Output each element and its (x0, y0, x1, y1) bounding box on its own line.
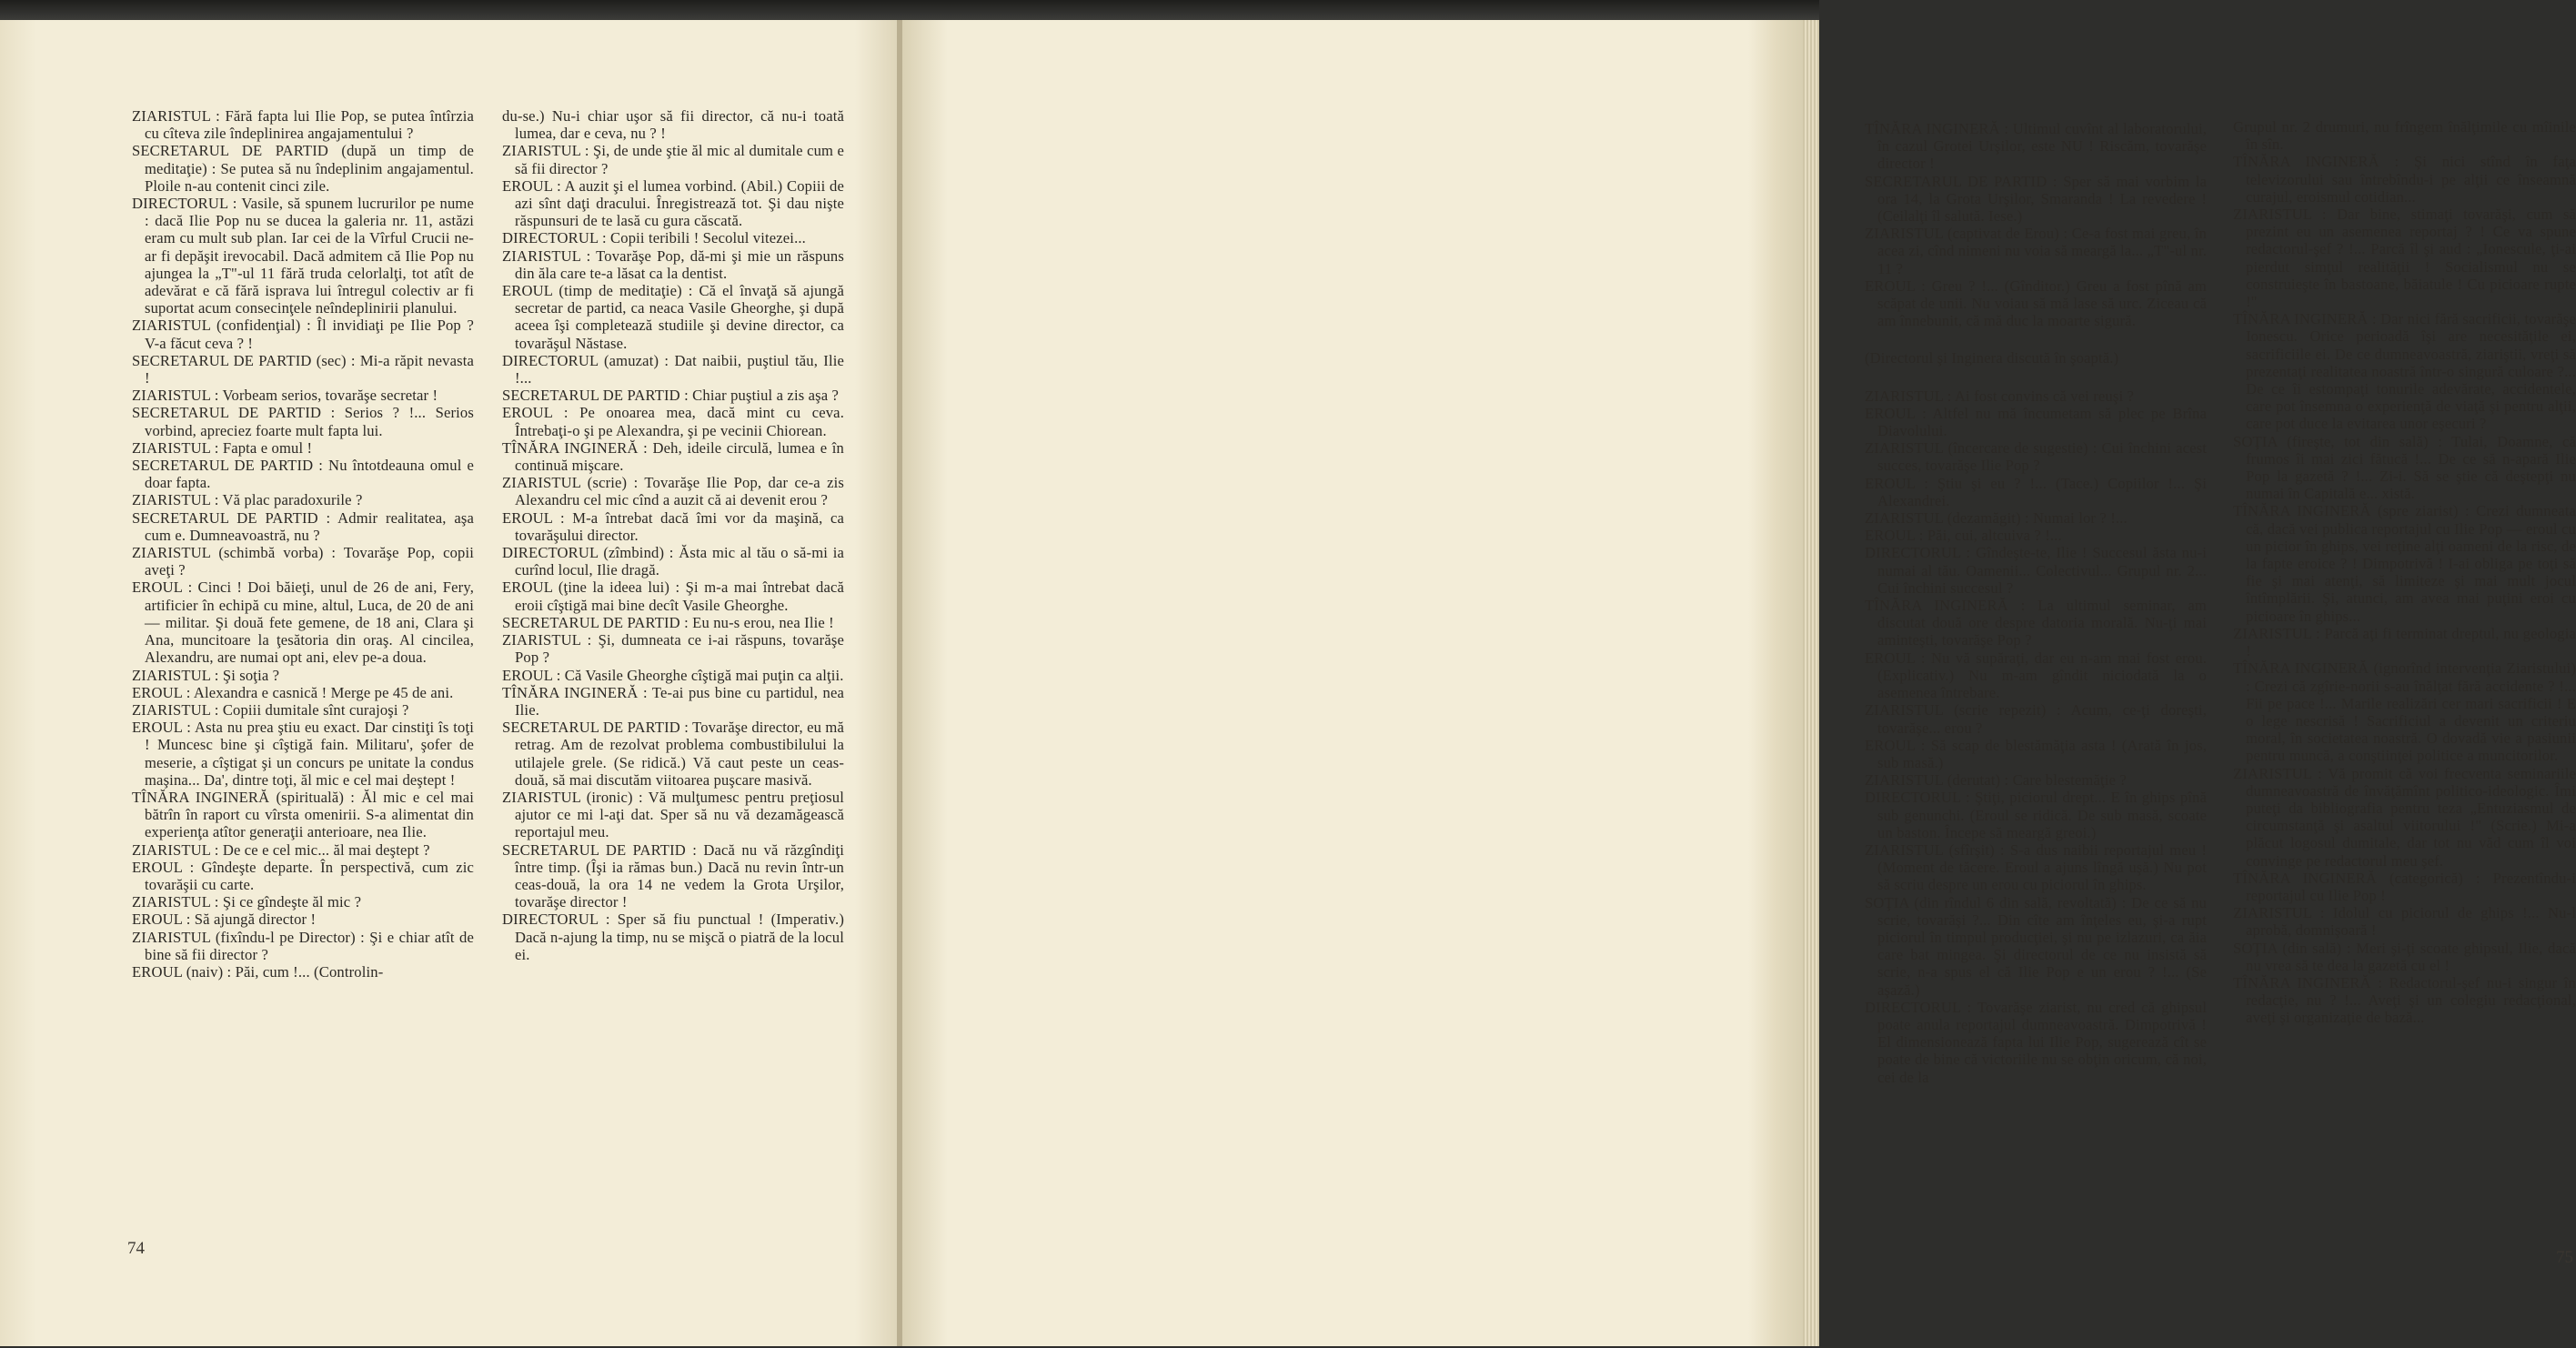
dialogue-paragraph: DIRECTORUL (amuzat) : Dat naibii, puştiul tău, Ilie !... (502, 351, 844, 387)
dialogue-paragraph: EROUL : M-a întrebat dacă îmi vor da maşină, ca tovarăşului director. (502, 508, 844, 544)
dialogue-paragraph: SECRETARUL DE PARTID : Tovarăşe director, eu mă retrag. Am de rezolvat problema combustibilului la utilajele grele. (Se ridică.) Vă caut peste un ceas-două, să mai discutăm viitoarea puşcare masivă. (502, 719, 844, 789)
left-page (0, 20, 899, 1346)
dialogue-paragraph: ZIARISTUL (dezamăgit) : Numai lor ? !... (1865, 509, 2128, 528)
dialogue-paragraph: SECRETARUL DE PARTID : Chiar puştiul a zis aşa ? (502, 387, 840, 405)
dialogue-paragraph: TÎNĂRA INGINERĂ : Te-ai pus bine cu partidul, nea Ilie. (502, 683, 844, 719)
dialogue-paragraph: EROUL : Gîndeşte departe. În perspectivă, cum zic tovarăşii cu carte. (132, 858, 474, 893)
right-page (902, 20, 2576, 1346)
dialogue-paragraph: ZIARISTUL (derutat) : Care blestemăţie ? (1865, 771, 2127, 790)
dialogue-paragraph: EROUL : Să ajungă director ! (132, 910, 317, 929)
dialogue-paragraph: ZIARISTUL : Parcă aţi fi terminat dreptul, nu geologia ! (2233, 624, 2576, 660)
dialogue-paragraph: (Directorul şi Inginera discută în şoaptă.) (1865, 349, 2119, 367)
left-column-2 (502, 107, 844, 963)
dialogue-paragraph: TÎNĂRA INGINERĂ : Dar nici fără sacrificii, tovarăşe Ionescu. Orice perioadă îşi are necesităţile ei, sacrificiile ei. De ce dumneavoastră, ziariştii, vreţi să prezentaţi realitatea noastră într-o singură culoare ?... De ce îi estompaţi tonurile adevărate, accidentele, care pot însemna o experienţă de viaţă şi pentru alţii, care pot duce la evitarea unor eşecuri ? (2233, 310, 2576, 433)
dialogue-paragraph: SOŢIA (fireşte, tot din sală) : Tulai, Doamne, că frumos îi mai zici fătucă !... De ce să n-apară Ilie Pop la gazetă ? !... Zi-i. Să se ştie că deştepţi nu numai în Capitală e... xistă. (2233, 432, 2576, 503)
dialogue-paragraph: SECRETARUL DE PARTID : Sper să mai vorbim la ora 14, la Grota Urşilor, Smaranda ! La revedere ! (Ceilalţi îl salută. Iese.) (1865, 172, 2207, 226)
dialogue-paragraph: SECRETARUL DE PARTID : Eu nu-s erou, nea Ilie ! (502, 613, 834, 631)
dialogue-paragraph: du-se.) Nu-i chiar uşor să fii director, că nu-i toată lumea, dar e ceva, nu ? ! (502, 107, 844, 143)
dialogue-paragraph: ZIARISTUL (scrie repezit) : Acum, ce-ţi doreşti, tovarăşe... erou ? (1865, 701, 2207, 737)
dialogue-paragraph: TÎNĂRA INGINERĂ : Ultimul cuvînt al laboratorului, în cazul Grotei Urşilor, este NU ! Riscăm, tovarăşe director ! (1865, 120, 2207, 173)
dialogue-paragraph: EROUL : Cinci ! Doi băieţi, unul de 26 de ani, Fery, artificier în echipă cu mine, altul, Luca, de 20 de ani — militar. Şi două fete gemene, de 18 ani, Clara şi Ana, muncitoare la ţesătoria din oraş. Al cincilea, Alexandru, are numai opt ani, elev pe-a doua. (132, 578, 474, 667)
dialogue-paragraph: DIRECTORUL : Vasile, să spunem lucrurilor pe nume : dacă Ilie Pop nu se ducea la galeria nr. 11, astăzi eram cu mult sub plan. Iar cei de la Vîrful Crucii ne-ar fi depăşit irevocabil. Dacă admitem că Ilie Pop nu ajungea la „T"-ul 11 fără truda celorlalţi, tot atît de adevărat e că fără isprava lui întregul colectiv ar fi suportat acum consecinţele neîndeplinirii planului. (132, 195, 474, 317)
dialogue-paragraph: TÎNĂRA INGINERĂ (spre ziarist) : Crezi dumneata că, dacă vei publica reportajul cu Ilie Pop — eroul cu un picior în ghips, vei reţine alţi oameni de la risc, de la fapte eroice ? ! Dimpotrivă ! I-ai obliga pe toţi să fie şi mai atenţi, să limiteze şi mai mult jocul întîmplării. Şi, atunci, am avea mai puţini eroi cu picioare în ghips... (2233, 502, 2576, 625)
dialogue-paragraph: ZIARISTUL (sfîrşit) : S-a dus naibii reportajul meu ! (Moment de tăcere. Eroul a ajuns lîngă uşă.) Nu pot să scriu despre un erou cu piciorul în ghips. (1865, 840, 2207, 894)
dialogue-paragraph: ZIARISTUL (confidenţial) : Îl invidiaţi pe Ilie Pop ? V-a făcut ceva ? ! (132, 317, 474, 352)
dialogue-paragraph: ZIARISTUL : Ai fost convins că vei reuşi ? (1865, 387, 2135, 405)
dialogue-paragraph: ZIARISTUL : Şi, dumneata ce i-ai răspuns, tovarăşe Pop ? (502, 631, 844, 667)
dialogue-paragraph: TÎNĂRA INGINERĂ : Redactorul-şef nu-i singur în redacţie, nu ? !... Aveţi şi un colegiu redacţional, aveţi şi organizaţie de bază... (2233, 973, 2576, 1027)
dialogue-paragraph: DIRECTORUL : Sper să fiu punctual ! (Imperativ.) Dacă n-ajung la timp, nu se mişcă o piatră de la locul ei. (502, 910, 844, 963)
dialogue-paragraph: Grupul nr. 2 drumuri, nu frîngem înălţimile cu mîinile în sîn. (2233, 118, 2576, 154)
dialogue-paragraph: TÎNĂRA INGINERĂ : Deh, ideile circulă, lumea e în continuă mişcare. (502, 438, 844, 475)
dialogue-paragraph: TÎNĂRA INGINERĂ (spirituală) : Ăl mic e cel mai bătrîn în raport cu vîrsta omenirii. S-a alimentat din experienţa atîtor generaţii anterioare, nea Ilie. (132, 788, 474, 841)
dialogue-paragraph: ZIARISTUL : Fapta e omul ! (132, 438, 313, 457)
dialogue-paragraph: SECRETARUL DE PARTID : Nu întotdeauna omul e doar fapta. (132, 457, 474, 492)
dialogue-paragraph: ZIARISTUL (încercare de sugestie) : Cui închini acest succes, tovarăşe Ilie Pop ? (1865, 439, 2207, 475)
dialogue-paragraph: TÎNĂRA INGINERĂ (ignorînd intervenţia Ziaristului) : Crezi că zgîrie-norii s-au înălţat fără accidente ? !... Fii pe pace !... Marile realizări cer mari sacrificii ! E o lege nescrisă ! Sacrificiul a devenit un criteriu moral, în societatea noastră. O dovadă vie a pasiunii pentru muncă, a conştiinţei politice a muncitorilor. (2233, 659, 2576, 765)
dialogue-paragraph: SECRETARUL DE PARTID : Dacă nu vă răzgîndiţi între timp. (Îşi ia rămas bun.) Dacă nu revin într-un ceas-două, la ora 14 ne vedem la Grota Urşilor, tovarăşe director ! (502, 840, 844, 911)
dialogue-paragraph: EROUL : Păi, cui, altcuiva ? !... (1865, 527, 2062, 545)
dialogue-paragraph: EROUL : Altfel nu mă încumetam să plec pe Brîna Diavolului. (1865, 404, 2207, 440)
dialogue-paragraph: DIRECTORUL : Ştiţi, piciorul drept... E în ghips pînă sub genunchi. (Eroul se ridică. De sub masă, scoate un baston. Începe să meargă greoi.) (1865, 789, 2207, 841)
dialogue-paragraph: SECRETARUL DE PARTID (după un timp de meditaţie) : Se putea să nu îndeplinim angajamentul. Ploile n-au contenit cinci zile. (132, 142, 474, 195)
dialogue-paragraph: ZIARISTUL : Şi ce gîndeşte ăl mic ? (132, 893, 362, 911)
dialogue-paragraph: DIRECTORUL : Tovarăşe ziarist, nu cred că ghipsul poate anula reportajul dumneavoastră. Dimpotrivă ! El dimensionează fapta lui Ilie Pop, sugerează cît se poate de bine că victoriile nu se obţin oricum, că noi, cei de la (1865, 998, 2207, 1086)
right-column-2 (2233, 118, 2576, 1027)
dialogue-paragraph: ZIARISTUL (scrie) : Tovarăşe Ilie Pop, dar ce-a zis Alexandru cel mic cînd a auzit că ai devenit erou ? (502, 474, 844, 509)
dialogue-paragraph: ZIARISTUL : Vă promit că voi frecventa seminariile dumneavoastră de învăţămînt politico-ideologic. Îmi puteţi da bibliografia pentru teza „Entuziasmul de circumstanţă şi asaltul viitorului !" (Scrie.) Mi-a plăcut logosul dumitale, dar tot nu văd cum îl voi convinge pe redactorul meu şef. (2233, 764, 2576, 870)
dialogue-paragraph: EROUL : Ştiu şi eu ? !... (Tace.) Copiilor !... Şi Alexandrei. (1865, 474, 2207, 509)
dialogue-paragraph: ZIARISTUL : Vă plac paradoxurile ? (132, 491, 363, 509)
dialogue-paragraph: EROUL : Asta nu prea ştiu eu exact. Dar cinstiţi îs toţi ! Muncesc bine şi cîştigă fain. Militaru', şofer de meserie, a cîştigat şi un concurs pe unitate la condus maşina... Da', dintre toţi, ăl mic e cel mai deştept ! (132, 719, 474, 789)
dialogue-paragraph: ZIARISTUL : De ce e cel mic... ăl mai deştept ? (132, 840, 430, 859)
dialogue-paragraph: EROUL : Că Vasile Gheorghe cîştigă mai puţin ca alţii. (502, 666, 844, 684)
dialogue-paragraph: ZIARISTUL : Dar bine, stimaţi tovarăşi, cum să prezint eu un asemenea reportaj ? ! Ce va spune redactorul-şef ? !... Parcă îl şi aud : „Ionescule, ţi-ai pierdut simţul realităţii ! Socialismul nu se construieşte în bastoane, băiatule ! Cu picioare rupte !" (2233, 206, 2576, 311)
dialogue-paragraph: ZIARISTUL (ironic) : Vă mulţumesc pentru preţiosul ajutor ce mi l-aţi dat. Sper să nu vă dezamăgească reportajul meu. (502, 788, 844, 841)
dialogue-paragraph: ZIARISTUL : Tovarăşe Pop, dă-mi şi mie un răspuns din ăla care te-a lăsat ca la dentist. (502, 246, 844, 282)
page-number-left: 74 (127, 1239, 145, 1258)
dialogue-paragraph: EROUL : Să scap de blestămăţia asta ! (Arată în jos, sub masă.) (1865, 736, 2207, 771)
dialogue-paragraph: EROUL (naiv) : Păi, cum !... (Controlin- (132, 962, 384, 981)
dialogue-paragraph: ZIARISTUL : Şi, de unde ştie ăl mic al dumitale cum e să fii director ? (502, 142, 844, 177)
dialogue-paragraph: DIRECTORUL (zîmbind) : Ăsta mic al tău o să-mi ia curînd locul, Ilie dragă. (502, 544, 844, 579)
dialogue-paragraph: EROUL : Alexandra e casnică ! Merge pe 45 de ani. (132, 683, 454, 701)
left-column-1 (132, 107, 474, 981)
dialogue-paragraph: EROUL (ţine la ideea lui) : Şi m-a mai întrebat dacă eroii cîştigă mai bine decît Vasile Gheorghe. (502, 578, 844, 614)
dialogue-paragraph: SECRETARUL DE PARTID (sec) : Mi-a răpit nevasta ! (132, 351, 474, 387)
dialogue-paragraph: SOŢIA (din rîndul 6 din sală, revoltată) : De ce să nu scrie, tovarăşi ?... Din cîte am înţeles eu, şi-a rupt piciorul în timpul producţiei, şi nu pe izlazuri, ca ăia care bat mingea. Şi directorul de ce nu insistă să scrie, n-a spus el că Ilie Pop e un erou ? !... (Se aşază.) (1865, 893, 2207, 999)
dialogue-paragraph: SECRETARUL DE PARTID : Admir realitatea, aşa cum e. Dumneavoastră, nu ? (132, 508, 474, 544)
dialogue-paragraph: TÎNĂRA INGINERĂ : La ultimul seminar, am discutat două ore despre datoria morală. Nu-ţi mai aminteşti, tovarăşe Pop ? (1865, 597, 2207, 649)
dialogue-paragraph: TÎNĂRA INGINERĂ : Şi nici stînd în faţa televizorului sau întrebîndu-i pe alţii ce înseamnă curajul, eroismul cotidian... (2233, 153, 2576, 206)
dialogue-paragraph: SECRETARUL DE PARTID : Serios ? !... Serios vorbind, apreciez foarte mult fapta lui. (132, 404, 474, 439)
dialogue-paragraph: EROUL : Nu vă supăraţi, dar eu n-am mai fost erou. (Explicativ.) Nu m-am gîndit niciodată la o asemenea întrebare. (1865, 649, 2207, 702)
dialogue-paragraph: ZIARISTUL : Vorbeam serios, tovarăşe secretar ! (132, 387, 438, 405)
dialogue-paragraph: ZIARISTUL : Copiii dumitale sînt curajoşi ? (132, 700, 409, 719)
dialogue-paragraph: ZIARISTUL : Idolul cu piciorul de ghips !... Nu-l aprobă, domnişoară ! (2233, 904, 2576, 940)
dialogue-paragraph: EROUL : A auzit şi el lumea vorbind. (Abil.) Copiii de azi sînt daţi dracului. Înregistrează tot. Şi dau nişte răspunsuri de te lasă cu gura căscată. (502, 176, 844, 230)
page-number-right: 75 (2556, 1248, 2573, 1267)
dialogue-paragraph: DIRECTORUL : Gîndeşte-te, Ilie ! Succesul ăsta nu-i numai al tău. Oamenii... Colectivul... Grupul nr. 2... Cui închini succesul ? (1865, 544, 2207, 597)
dialogue-paragraph: DIRECTORUL : Copii teribili ! Secolul vitezei... (502, 229, 806, 247)
dialogue-paragraph: ZIARISTUL : Fără fapta lui Ilie Pop, se putea întîrzia cu cîteva zile îndeplinirea angajamentului ? (132, 107, 474, 143)
dialogue-paragraph: EROUL : Pe onoarea mea, dacă mint cu ceva. Întrebaţi-o şi pe Alexandra, şi pe vecinii Chiorean. (502, 404, 844, 439)
dialogue-paragraph: ZIARISTUL (schimbă vorba) : Tovarăşe Pop, copii aveţi ? (132, 544, 474, 579)
right-column-1 (1865, 120, 2207, 1086)
dialogue-paragraph: ZIARISTUL (fixîndu-l pe Director) : Şi e chiar atît de bine să fii director ? (132, 928, 474, 963)
dialogue-paragraph: TÎNĂRA INGINERĂ (categorică) : Prezentîndu-i reportajul cu Ilie Pop ! (2233, 869, 2576, 904)
page-edge-stack (1803, 20, 1819, 1346)
dialogue-paragraph: SOŢIA (din sală) : Meri şi-ţi scoate ghipsul, Ilie, dacă nu vrea să te dea la gazetă cu el ! (2233, 939, 2576, 974)
dialogue-paragraph: ZIARISTUL (captivat de Erou) : Ce-a fost mai greu, în acea zi, cînd nimeni nu voia să meargă la... „T"-ul nr. 11 ? (1865, 225, 2207, 277)
scanner-top-band (0, 0, 1819, 20)
dialogue-paragraph: EROUL (timp de meditaţie) : Că el învaţă să ajungă secretar de partid, ca neaca Vasile Gheorghe, şi după aceea îşi completează studiile şi devine director, ca tovarăşul Năstase. (502, 282, 844, 352)
dialogue-paragraph: ZIARISTUL : Şi soţia ? (132, 666, 280, 684)
dialogue-paragraph: EROUL : Greu ? !... (Gînditor.) Greu a fost pînă am scăpat de unii. Nu voiau să mă lase să urc. Ziceau că am înnebunit, că mă duc la moarte sigură. (1865, 277, 2207, 330)
